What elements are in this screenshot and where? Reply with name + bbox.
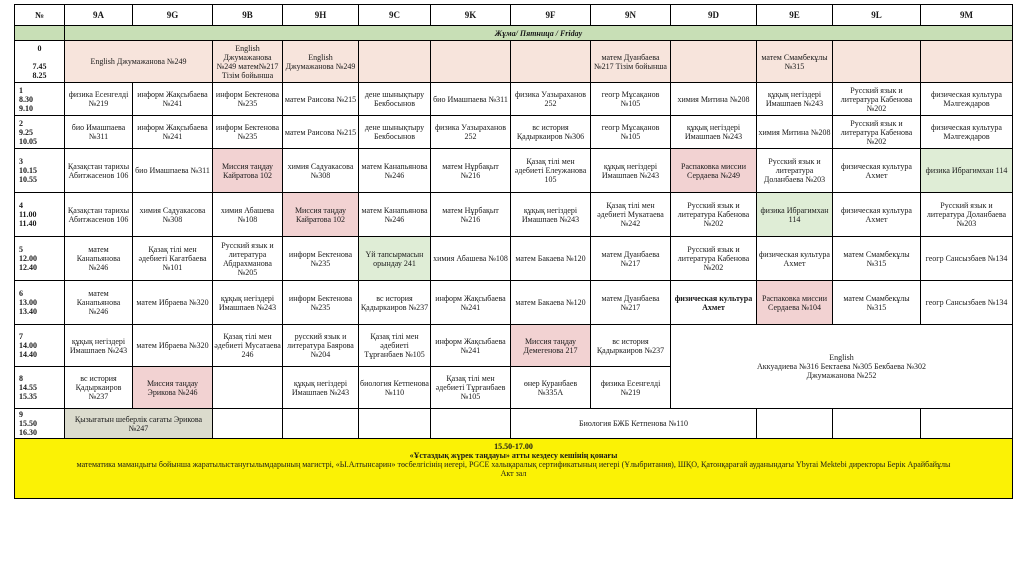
lesson-number: 8 — [19, 374, 23, 383]
lesson-row — [15, 409, 1013, 439]
header-class: 9G — [133, 5, 213, 26]
lesson-cell: құқық негіздері Имашпаев №243 — [757, 83, 833, 116]
lesson-cell: физическая культура Ахмет — [833, 149, 921, 193]
lesson-row — [15, 149, 1013, 193]
lesson-number: 0 — [37, 44, 42, 53]
lesson-cell: физическая культура Ахмет — [757, 237, 833, 281]
lesson-cell: химия Абашева №108 — [431, 237, 511, 281]
lesson-cell: өнер Куранбаев №335А — [511, 367, 591, 409]
english-block-teachers: Аккуадиева №316 Бектаева №305 Бекбаева №302 — [757, 362, 926, 371]
lesson-cell: информ Бектенова №235 — [213, 116, 283, 149]
lesson-row — [15, 116, 1013, 149]
event-description: математика мамандығы бойынша жаратылыстануғылымдарының магистрі, «Ы.Алтынсарин» төсбелгісінің иегері, PGCE халықаралық сертификатының иегері (Ұлыбритания), ШҚО, Қатонқарағай ауданындағы Ybyrai Mektebi директоры Берік Арайбайұлы — [76, 460, 951, 469]
lesson-cell: Қазақ тілі мен әдебиеті Тұрғанбаев №105 — [359, 325, 431, 367]
lesson-slot — [15, 281, 65, 325]
header-class: 9E — [757, 5, 833, 26]
lesson-start: 7.45 — [32, 62, 47, 71]
lesson-start: 14.55 — [19, 383, 37, 392]
lesson-cell — [213, 409, 283, 439]
lesson-cell: Русский язык и литература Доланбаева №203 — [757, 149, 833, 193]
lesson-row — [15, 83, 1013, 116]
lesson-slot — [15, 409, 65, 439]
timetable — [14, 4, 1013, 499]
lesson-cell: вс история Қадыркаиров №237 — [65, 367, 133, 409]
lesson-cell: Русский язык и литература Кабенова №202 — [833, 116, 921, 149]
lesson-cell: Русский язык и литература Кабенова №202 — [671, 193, 757, 237]
lesson-end: 12.40 — [19, 263, 37, 272]
lesson-cell: матем Дуанбаева №217 — [591, 281, 671, 325]
lesson-number: 4 — [19, 201, 23, 210]
lesson-start: 10.15 — [19, 166, 37, 175]
header-class: 9M — [921, 5, 1013, 26]
lesson-row — [15, 237, 1013, 281]
lesson-cell: Қазақ тілі мен әдебиеті Елеужанова 105 — [511, 149, 591, 193]
english-block-title: English — [829, 353, 854, 362]
lesson-cell: English Джумажанова №249 матем№217 Тізім бойынша — [213, 41, 283, 83]
event-title: «Ұстаздық жүрек таңдауы» атты кездесу кешінің қонағы — [409, 451, 618, 460]
lesson-cell: био Имашпаева №311 — [133, 149, 213, 193]
lesson-cell: Миссия таңдау Кайратова 102 — [283, 193, 359, 237]
lesson-number: 5 — [19, 245, 23, 254]
lesson-cell — [921, 409, 1013, 439]
lesson-cell: құқық негіздері Имашпаев №243 — [511, 193, 591, 237]
lesson-cell: химия Садуакасова №308 — [283, 149, 359, 193]
lesson-cell — [359, 41, 431, 83]
lesson-cell: Русский язык и литература Доланбаева №203 — [921, 193, 1013, 237]
lesson-cell: информ Жақсыбаева №241 — [133, 116, 213, 149]
lesson-slot — [15, 367, 65, 409]
lesson-cell: матем Канапьянова №246 — [65, 281, 133, 325]
lesson-cell: Миссия таңдау Демегенова 217 — [511, 325, 591, 367]
day-banner: Жұма/ Пятница / Friday — [65, 26, 1013, 41]
lesson-cell: құқық негіздері Имашпаев №243 — [65, 325, 133, 367]
lesson-cell: геогр Мұсақанов №105 — [591, 83, 671, 116]
lesson-cell: Қазақ тілі мен әдебиеті Мукатаева №242 — [591, 193, 671, 237]
lesson-start: 13.00 — [19, 298, 37, 307]
lesson-cell: биология Кетпенова №110 — [359, 367, 431, 409]
header-class: 9N — [591, 5, 671, 26]
lesson-end: 13.40 — [19, 307, 37, 316]
lesson-cell: физическая культура Мәлгеждаров — [921, 116, 1013, 149]
lesson-cell: био Имашпаева №311 — [431, 83, 511, 116]
lesson-cell: Үй тапсырмасын орындау 241 — [359, 237, 431, 281]
lesson-cell: Биология БЖБ Кетпенова №110 — [511, 409, 757, 439]
lesson-cell: құқық негіздері Имашпаев №243 — [591, 149, 671, 193]
lesson-end: 16.30 — [19, 428, 37, 437]
lesson-start: 8.30 — [19, 94, 33, 104]
lesson-cell — [359, 409, 431, 439]
lesson-slot — [15, 116, 65, 149]
lesson-start: 15.50 — [19, 419, 37, 428]
class-header-row — [15, 5, 1013, 26]
lesson-cell — [833, 41, 921, 83]
lesson-cell: физика Есенгелді №219 — [65, 83, 133, 116]
lesson-row — [15, 281, 1013, 325]
header-class: 9F — [511, 5, 591, 26]
lesson-cell: геогр Мұсақанов №105 — [591, 116, 671, 149]
lesson-end: 9.10 — [19, 103, 33, 113]
lesson-cell: химия Садуакасова №308 — [133, 193, 213, 237]
lesson-cell: Қазақстан тарихы Абитжасенов 106 — [65, 149, 133, 193]
lesson-cell: информ Жақсыбаева №241 — [133, 83, 213, 116]
lesson-slot — [15, 193, 65, 237]
lesson-cell: құқық негіздері Имашпаев №243 — [213, 281, 283, 325]
lesson-slot — [15, 325, 65, 367]
lesson-cell: матем Дуанбаева №217 — [591, 237, 671, 281]
lesson-cell: Қазақ тілі мен әдебиеті Мусатаева 246 — [213, 325, 283, 367]
event-venue: Акт зал — [500, 469, 527, 478]
lesson-cell: био Имашпаева №311 — [65, 116, 133, 149]
lesson-end: 8.25 — [32, 71, 47, 80]
lesson-cell: құқық негіздері Имашпаев №243 — [671, 116, 757, 149]
lesson-cell: химия Митина №208 — [757, 116, 833, 149]
lesson-cell: дене шынықтыру Бекбосынов — [359, 83, 431, 116]
lesson-number: 6 — [19, 289, 23, 298]
lesson-cell — [431, 409, 511, 439]
lesson-cell: матем Смамбекұлы №315 — [757, 41, 833, 83]
lesson-cell — [671, 41, 757, 83]
lesson-cell: English Джумажанова №249 — [65, 41, 213, 83]
header-num: № — [15, 5, 65, 26]
header-class: 9B — [213, 5, 283, 26]
lesson-end: 10.05 — [19, 136, 37, 146]
lesson-cell: матем Раисова №215 — [283, 83, 359, 116]
lesson-cell: физика Есенгелді №219 — [591, 367, 671, 409]
lesson-cell: химия Абашева №108 — [213, 193, 283, 237]
lesson-cell: матем Канапьянова №246 — [65, 237, 133, 281]
header-class: 9C — [359, 5, 431, 26]
lesson-cell: информ Бектенова №235 — [283, 237, 359, 281]
lesson-end: 14.40 — [19, 350, 37, 359]
lesson-cell: матем Смамбекұлы №315 — [833, 281, 921, 325]
lesson-cell: физическая культура Ахмет — [671, 281, 757, 325]
lesson-cell: дене шынықтыру Бекбосынов — [359, 116, 431, 149]
lesson-slot — [15, 41, 65, 83]
lesson-cell: русский язык и литература Баярова №204 — [283, 325, 359, 367]
lesson-start: 9.25 — [19, 127, 33, 137]
lesson-slot — [15, 149, 65, 193]
lesson-cell: Распаковка миссии Сердаева №104 — [757, 281, 833, 325]
lesson-number: 1 — [19, 85, 23, 95]
lesson-cell — [213, 367, 283, 409]
lesson-slot — [15, 237, 65, 281]
lesson-cell: Қазақ тілі мен әдебиеті Кагатбаева №101 — [133, 237, 213, 281]
event-footer-row — [15, 439, 1013, 499]
lesson-cell: физика Уазыраханов 252 — [431, 116, 511, 149]
lesson-cell: физическая культура Мәлгеждаров — [921, 83, 1013, 116]
lesson-cell: информ Бектенова №235 — [283, 281, 359, 325]
lesson-cell: Миссия таңдау Эрикова №246 — [133, 367, 213, 409]
lesson-cell: матем Нұрбақыт №216 — [431, 193, 511, 237]
lesson-end: 10.55 — [19, 175, 37, 184]
lesson-cell: матем Ибраева №320 — [133, 325, 213, 367]
lesson-start: 14.00 — [19, 341, 37, 350]
lesson-cell: информ Жақсыбаева №241 — [431, 281, 511, 325]
lesson-cell: вс история Қадыркаиров №237 — [591, 325, 671, 367]
lesson-row — [15, 193, 1013, 237]
lesson-end: 15.35 — [19, 392, 37, 401]
header-class: 9H — [283, 5, 359, 26]
lesson-slot — [15, 83, 65, 116]
header-class: 9K — [431, 5, 511, 26]
lesson-cell: вс история Қадыркаиров №237 — [359, 281, 431, 325]
header-class: 9D — [671, 5, 757, 26]
lesson-row — [15, 41, 1013, 83]
lesson-cell: информ Жақсыбаева №241 — [431, 325, 511, 367]
lesson-number: 2 — [19, 118, 23, 128]
lesson-cell — [833, 409, 921, 439]
lesson-cell: Миссия таңдау Кайратова 102 — [213, 149, 283, 193]
lesson-number: 7 — [19, 332, 23, 341]
english-block-teachers: Джумажанова №252 — [806, 371, 877, 380]
lesson-cell: English Джумажанова №249 — [283, 41, 359, 83]
lesson-cell: құқық негіздері Имашпаев №243 — [283, 367, 359, 409]
lesson-cell: матем Раисова №215 — [283, 116, 359, 149]
lesson-start: 12.00 — [19, 254, 37, 263]
lesson-cell: матем Нұрбақыт №216 — [431, 149, 511, 193]
lesson-cell: матем Бакаева №120 — [511, 237, 591, 281]
lesson-cell: Қазақ тілі мен әдебиеті Тұрғанбаев №105 — [431, 367, 511, 409]
lesson-cell: геогр Сансызбаев №134 — [921, 281, 1013, 325]
lesson-cell: Распаковка миссии Сердаева №249 — [671, 149, 757, 193]
day-banner-row — [15, 26, 1013, 41]
lesson-cell: Қазақстан тарихы Абитжасенов 106 — [65, 193, 133, 237]
lesson-cell: вс история Қадыркаиров №306 — [511, 116, 591, 149]
lesson-cell — [757, 409, 833, 439]
lesson-cell: матем Канапьянова №246 — [359, 193, 431, 237]
lesson-cell: информ Бектенова №235 — [213, 83, 283, 116]
lesson-cell: физическая культура Ахмет — [833, 193, 921, 237]
lesson-cell: Қызығатын шеберлік сағаты Эрикова №247 — [65, 409, 213, 439]
lesson-number: 3 — [19, 157, 23, 166]
lesson-cell: матем Дуанбаева №217 Тізім бойынша — [591, 41, 671, 83]
day-banner-spacer — [15, 26, 65, 41]
event-banner — [15, 439, 1013, 499]
lesson-cell: физика Ибрагимхан 114 — [921, 149, 1013, 193]
lesson-cell: матем Канапьянова №246 — [359, 149, 431, 193]
header-class: 9L — [833, 5, 921, 26]
lesson-cell: химия Митина №208 — [671, 83, 757, 116]
lesson-cell: Русский язык и литература Кабенова №202 — [833, 83, 921, 116]
header-class: 9A — [65, 5, 133, 26]
lesson-cell: физика Уазыраханов 252 — [511, 83, 591, 116]
lesson-cell: Русский язык и литература Кабенова №202 — [671, 237, 757, 281]
lesson-cell — [283, 409, 359, 439]
lesson-cell: матем Ибраева №320 — [133, 281, 213, 325]
lesson-cell: матем Смамбекұлы №315 — [833, 237, 921, 281]
lesson-cell: физика Ибрагимхан 114 — [757, 193, 833, 237]
lesson-cell — [921, 41, 1013, 83]
lesson-cell — [431, 41, 511, 83]
lesson-cell: Русский язык и литература Абдрахманова №205 — [213, 237, 283, 281]
english-block — [671, 325, 1013, 409]
lesson-start: 11.00 — [19, 210, 37, 219]
lesson-cell: матем Бакаева №120 — [511, 281, 591, 325]
lesson-row — [15, 325, 1013, 367]
lesson-cell — [511, 41, 591, 83]
lesson-number: 9 — [19, 410, 23, 419]
lesson-end: 11.40 — [19, 219, 37, 228]
lesson-cell: геогр Сансызбаев №134 — [921, 237, 1013, 281]
event-time: 15.50-17.00 — [494, 442, 533, 451]
